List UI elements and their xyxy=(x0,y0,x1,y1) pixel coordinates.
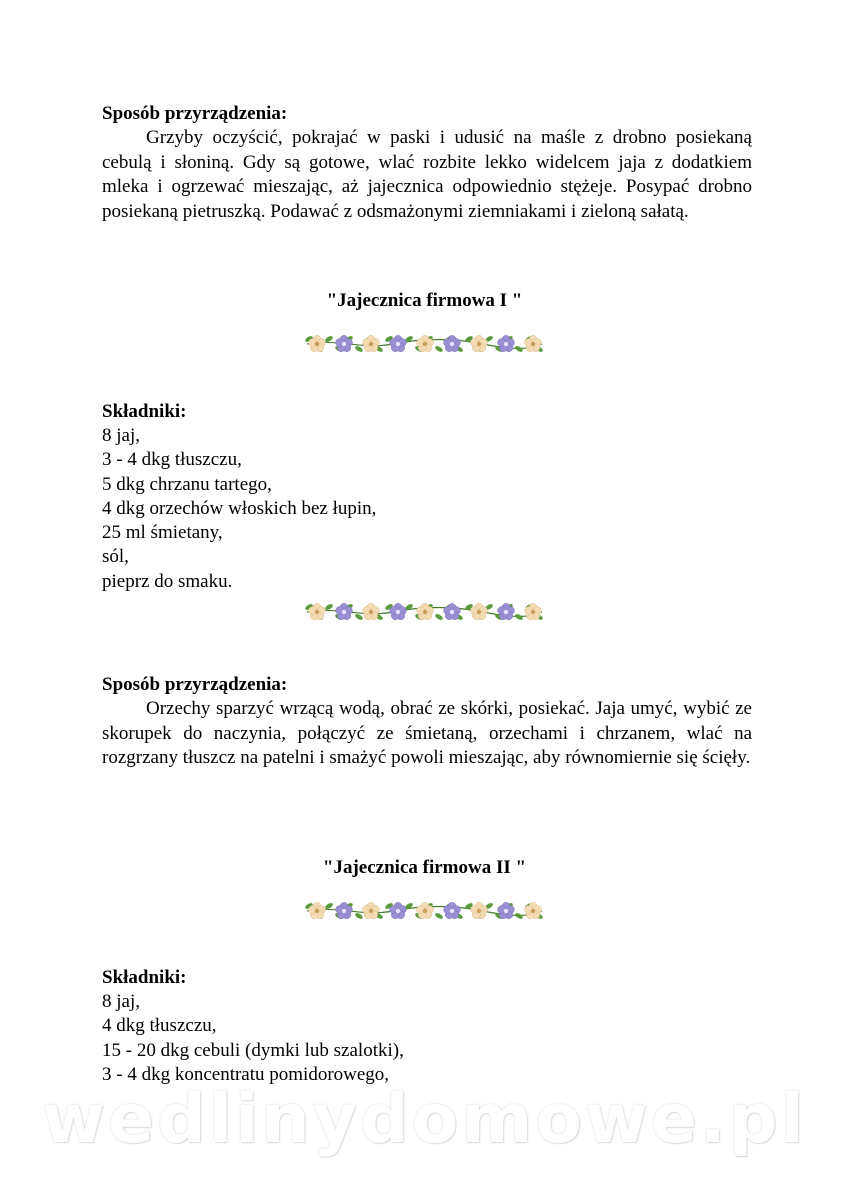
method-text: Grzyby oczyścić, pokrajać w paski i udusić na maśle z drobno posiekaną cebulą i słoniną. Gdy są gotowe, wlać rozbite lekko widelcem jaja z dodatkiem mleka i ogrzewać mieszając, aż jajecznica odpowiednio stężeje. Posypać drobno posiekaną pietruszką. Podawać z odsmażonymi ziemniakami i zieloną sałatą. xyxy=(102,127,752,222)
ingredients-section-2 xyxy=(102,966,752,1087)
ingredient-item: 25 ml śmietany, xyxy=(102,522,223,544)
leaf-mark xyxy=(434,912,443,920)
cream-flower-mark xyxy=(471,335,488,351)
method-text: Orzechy sparzyć wrzącą wodą, obrać ze skórki, posiekać. Jaja umyć, wybić ze skorupek do naczynia, połączyć ze śmietaną, orzechami i chrzanem, wlać na rozgrzany tłuszcz na patelni i smażyć powoli mieszając, aby równomiernie się ścięły. xyxy=(102,698,752,768)
ingredient-item: 8 jaj, xyxy=(102,991,140,1012)
ingredient-item: 8 jaj, xyxy=(102,425,140,446)
ingredients-heading: Składniki: xyxy=(102,967,187,988)
ingredients-section-1 xyxy=(102,400,752,594)
floral-divider xyxy=(303,328,546,360)
ingredients-list xyxy=(102,990,752,1087)
recipe-title: "Jajecznica firmowa I " xyxy=(326,290,523,311)
ingredients-list xyxy=(102,424,752,594)
ingredients-heading: Składniki: xyxy=(102,401,187,422)
recipe-title: "Jajecznica firmowa II " xyxy=(322,857,527,878)
leaf-mark xyxy=(354,345,363,353)
ingredient-item: 3 - 4 dkg tłuszczu, xyxy=(102,449,242,471)
ingredient-item: 3 - 4 dkg koncentratu pomidorowego, xyxy=(102,1063,390,1085)
purple-flower-mark xyxy=(444,335,461,351)
leaf-mark xyxy=(354,613,363,621)
ingredient-item: 15 - 20 dkg cebuli (dymki lub szalotki), xyxy=(102,1039,404,1061)
ingredient-item: sól, xyxy=(102,546,129,568)
purple-flower-mark xyxy=(444,603,461,619)
leaf-mark xyxy=(354,912,363,920)
purple-flower-mark xyxy=(444,902,461,918)
method-heading: Sposób przyrządzenia: xyxy=(102,674,288,695)
leaf-mark xyxy=(434,345,443,353)
method-section-2 xyxy=(102,673,752,771)
cream-flower-mark xyxy=(363,902,380,918)
ingredient-item: 4 dkg tłuszczu, xyxy=(102,1015,217,1037)
floral-divider xyxy=(303,596,546,628)
floral-divider xyxy=(303,895,546,927)
cream-flower-mark xyxy=(363,603,380,619)
method-section-1 xyxy=(102,102,752,224)
cream-flower-mark xyxy=(471,603,488,619)
leaf-mark xyxy=(434,613,443,621)
cream-flower-mark xyxy=(363,335,380,351)
method-heading: Sposób przyrządzenia: xyxy=(102,103,288,124)
ingredient-item: pieprz do smaku. xyxy=(102,570,233,592)
watermark: wedlinydomowe.pl xyxy=(42,1080,807,1159)
cream-flower-mark xyxy=(471,902,488,918)
ingredient-item: 5 dkg chrzanu tartego, xyxy=(102,473,272,495)
ingredient-item: 4 dkg orzechów włoskich bez łupin, xyxy=(102,497,377,519)
